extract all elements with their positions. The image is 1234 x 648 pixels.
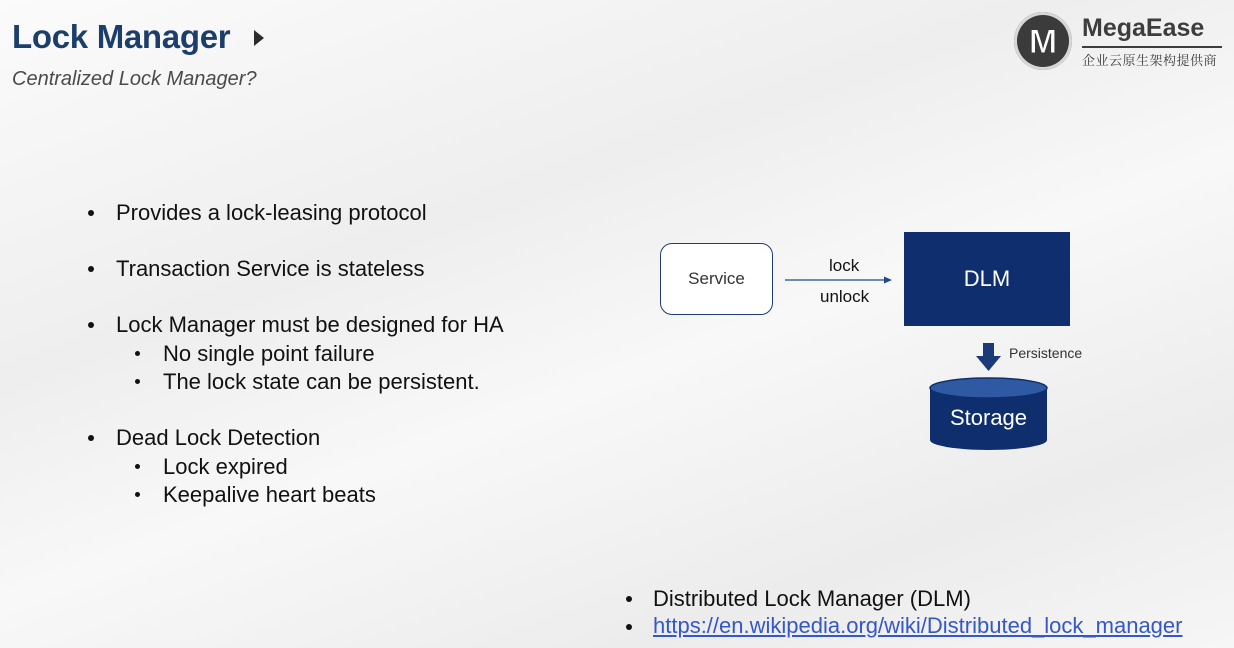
storage-label: Storage [949, 405, 1028, 430]
unlock-label: unlock [820, 287, 870, 306]
bullet-item: Dead Lock Detection [116, 425, 321, 450]
down-arrow-icon [976, 343, 1001, 371]
sub-bullet-item: No single point failure [163, 341, 375, 366]
dlm-box: DLM [904, 232, 1070, 326]
slide-title: Lock Manager [12, 18, 231, 55]
logo-tagline: 企业云原生架构提供商 [1082, 53, 1218, 68]
lock-label: lock [829, 256, 860, 275]
bullet-item: Transaction Service is stateless [116, 256, 425, 281]
sub-bullet-item: The lock state can be persistent. [163, 369, 480, 394]
sub-bullet-item: Keepalive heart beats [163, 482, 376, 507]
wikipedia-link[interactable]: https://en.wikipedia.org/wiki/Distributed_lock_manager [653, 613, 1183, 638]
sub-bullet-item: Lock expired [163, 454, 288, 479]
slide-subtitle: Centralized Lock Manager? [12, 68, 257, 90]
service-box: Service [660, 243, 773, 315]
persistence-label: Persistence [1009, 345, 1083, 361]
lock-arrow-head [884, 277, 892, 284]
bullet-item: Provides a lock-leasing protocol [116, 200, 427, 225]
reference-dot [626, 596, 632, 602]
reference-text: Distributed Lock Manager (DLM) [653, 586, 971, 611]
logo-name: MegaEase [1082, 14, 1205, 42]
bullet-item: Lock Manager must be designed for HA [116, 312, 504, 337]
storage-cylinder-top [930, 378, 1047, 398]
reference-dot [626, 624, 632, 630]
logo-mark-letter: M [1028, 23, 1058, 61]
